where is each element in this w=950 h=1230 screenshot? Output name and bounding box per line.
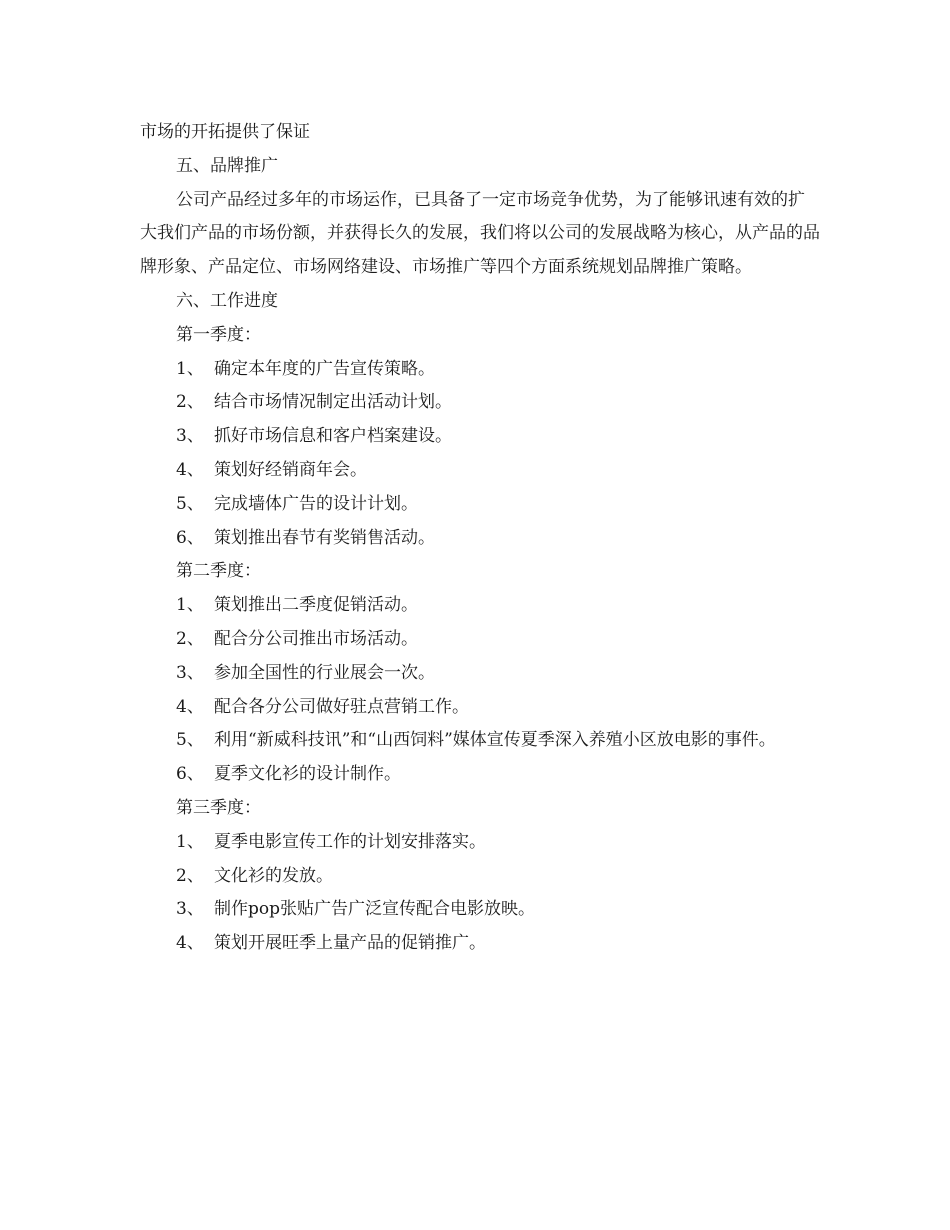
list-item-number: 6、 <box>176 764 204 785</box>
list-item-number: 1、 <box>176 831 204 852</box>
list-item-number: 3、 <box>176 899 204 920</box>
paragraph: 第二季度： <box>176 561 261 582</box>
paragraph: 六、工作进度 <box>176 290 278 311</box>
list-item-text: 完成墙体广告的设计计划。 <box>214 493 418 514</box>
list-item <box>140 691 820 725</box>
list-item <box>140 353 820 387</box>
list-item-text: 文化衫的发放。 <box>214 865 333 886</box>
list-item <box>140 657 820 691</box>
list-item-number: 1、 <box>176 358 204 379</box>
list-item <box>140 589 820 623</box>
list-item <box>140 826 820 860</box>
list-item-number: 3、 <box>176 426 204 447</box>
list-item-text: 参加全国性的行业展会一次。 <box>214 662 435 683</box>
list-item <box>140 724 820 758</box>
list-item-text: 抓好市场信息和客户档案建设。 <box>214 426 452 447</box>
list-item-text: 策划好经销商年会。 <box>214 459 367 480</box>
list-item <box>140 623 820 657</box>
paragraph: 第三季度： <box>176 797 261 818</box>
list-item-text: 配合分公司推出市场活动。 <box>214 628 418 649</box>
list-item-text: 结合市场情况制定出活动计划。 <box>214 392 452 413</box>
list-item <box>140 860 820 894</box>
list-item <box>140 386 820 420</box>
list-item-text: 策划开展旺季上量产品的促销推广。 <box>214 933 486 954</box>
list-item-number: 4、 <box>176 933 204 954</box>
paragraph: 公司产品经过多年的市场运作，已具备了一定市场竞争优势，为了能够讯速有效的扩大我们产品的市场份额，并获得长久的发展，我们将以公司的发展战略为核心，从产品的品牌形象、产品定位、市场网络建设、市场推广等四个方面系统规划品牌推广策略。 <box>140 189 820 278</box>
list-item-number: 5、 <box>176 730 204 751</box>
list-item-number: 4、 <box>176 696 204 717</box>
list-item-number: 2、 <box>176 865 204 886</box>
list-item-text: 策划推出春节有奖销售活动。 <box>214 527 435 548</box>
paragraph: 市场的开拓提供了保证 <box>140 122 310 142</box>
list-item-number: 3、 <box>176 662 204 683</box>
document-body <box>140 116 820 961</box>
list-item-number: 4、 <box>176 459 204 480</box>
list-item <box>140 758 820 792</box>
list-item <box>140 927 820 961</box>
list-item <box>140 454 820 488</box>
list-item-number: 1、 <box>176 595 204 616</box>
paragraph: 第一季度： <box>176 324 261 345</box>
list-item <box>140 488 820 522</box>
list-item-number: 5、 <box>176 493 204 514</box>
list-item-number: 2、 <box>176 392 204 413</box>
paragraph: 五、品牌推广 <box>176 155 278 176</box>
list-item-text: 夏季电影宣传工作的计划安排落实。 <box>214 831 486 852</box>
list-item-text: 利用“新威科技讯”和“山西饲料”媒体宣传夏季深入养殖小区放电影的事件。 <box>214 730 776 751</box>
list-item-text: 确定本年度的广告宣传策略。 <box>214 358 435 379</box>
list-item <box>140 522 820 556</box>
list-item-text: 策划推出二季度促销活动。 <box>214 595 418 616</box>
list-item <box>140 420 820 454</box>
list-item-text: 夏季文化衫的设计制作。 <box>214 764 401 785</box>
list-item-text: 配合各分公司做好驻点营销工作。 <box>214 696 469 717</box>
list-item-number: 2、 <box>176 628 204 649</box>
list-item <box>140 893 820 927</box>
list-item-number: 6、 <box>176 527 204 548</box>
list-item-text: 制作pop张贴广告广泛宣传配合电影放映。 <box>214 899 535 920</box>
